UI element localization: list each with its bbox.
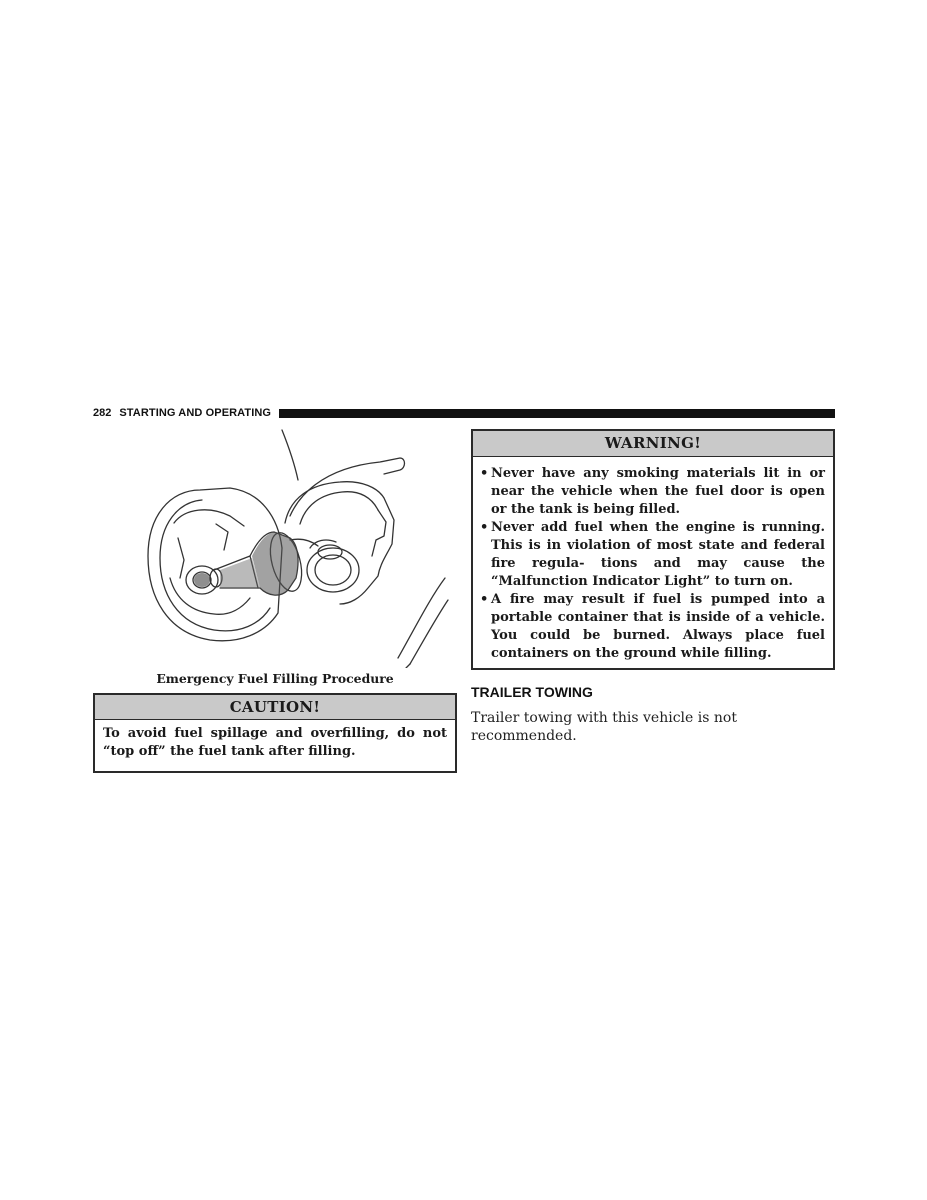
caution-box (93, 693, 457, 773)
fuel-funnel-drawing (140, 428, 450, 668)
warning-item (480, 519, 825, 591)
warning-title: WARNING! (473, 431, 833, 457)
caution-title: CAUTION! (95, 695, 455, 720)
bullet-icon: • (480, 520, 489, 535)
warning-item-text: Never add fuel when the engine is running. This is in violation of most state and federal fire regula- tions and may cause the “Malfunction Indicator Light” to turn on. (491, 520, 825, 589)
header-rule (279, 409, 835, 418)
trailer-towing-text: Trailer towing with this vehicle is not recommended. (471, 710, 737, 744)
warning-item-text: A fire may result if fuel is pumped into a portable container that is inside of a vehicle. You could be burned. Always place fuel containers on the ground while filling. (491, 592, 825, 661)
page-number: 282 (93, 407, 112, 419)
warning-item (480, 591, 825, 663)
caution-text: To avoid fuel spillage and overfilling, do not “top off” the fuel tank after filling. (103, 726, 447, 759)
warning-item-text: Never have any smoking materials lit in or near the vehicle when the fuel door is open or the tank is being filled. (491, 466, 825, 517)
warning-box (471, 429, 835, 670)
section-title: STARTING AND OPERATING (119, 407, 272, 419)
bullet-icon: • (480, 592, 489, 607)
trailer-towing-heading: TRAILER TOWING (471, 684, 593, 700)
figure-caption: Emergency Fuel Filling Procedure (156, 671, 394, 686)
warning-item (480, 465, 825, 519)
bullet-icon: • (480, 466, 489, 481)
fuel-filling-illustration (140, 428, 450, 668)
warning-list (473, 457, 833, 663)
page-header (93, 405, 835, 421)
